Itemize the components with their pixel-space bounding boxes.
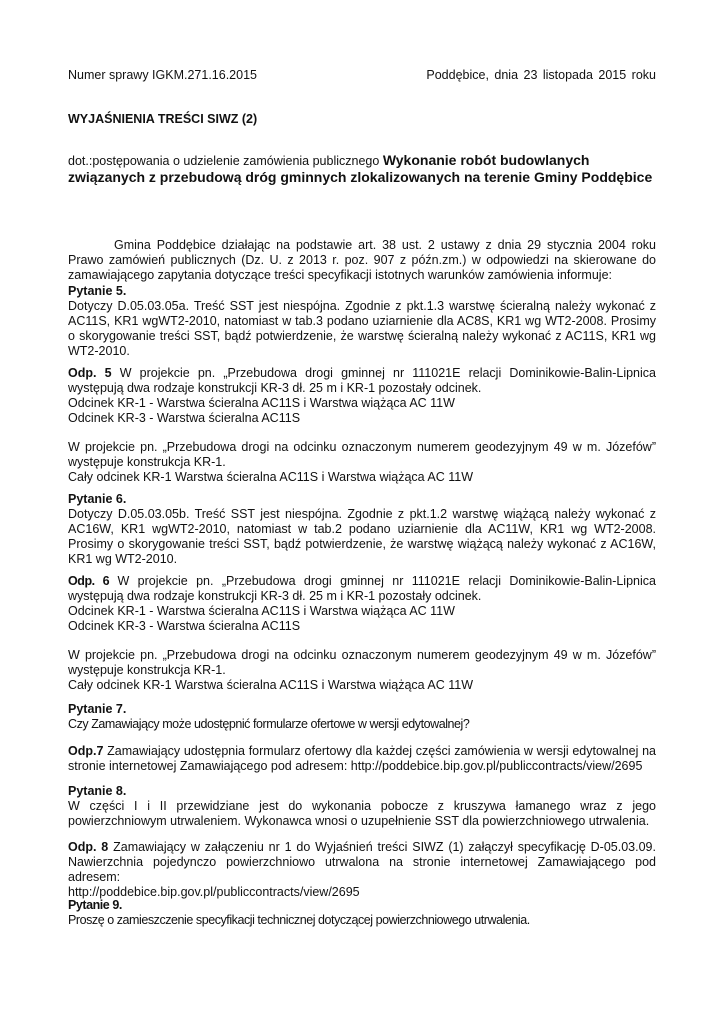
answer-6 bbox=[68, 574, 656, 693]
answer-6-line3: Cały odcinek KR-1 Warstwa ścieralna AC11S i Warstwa wiążąca AC 11W bbox=[68, 678, 473, 692]
subject-line bbox=[68, 152, 656, 186]
answer-6-para2: W projekcie pn. „Przebudowa drogi na odcinku oznaczonym numerem geodezyjnym 49 w m. Józefów” występuje konstrukcja KR-1. bbox=[68, 648, 656, 677]
question-6-text: Dotyczy D.05.03.05b. Treść SST jest niespójna. Zgodnie z pkt.1.2 warstwę wiążącą należy wykonać z AC16W, KR1 wgWT2-2010, natomiast w tab.2 podano uziarnienie dla AC11W, KR1 wg WT2-2008. Prosimy o skorygowanie treści SST, bądź potwierdzenie, że warstwę wiążącą należy wykonać z AC16W, KR1 wg WT2-2010. bbox=[68, 507, 656, 566]
question-7-label: Pytanie 7. bbox=[68, 702, 127, 716]
answer-6-text: W projekcie pn. „Przebudowa drogi gminnej nr 111021E relacji Dominikowie-Balin-Lipnica występują dwa rodzaje konstrukcji KR-3 dł. 25 m i KR-1 pozostały odcinek. bbox=[68, 574, 656, 603]
question-7 bbox=[68, 702, 656, 732]
question-8-text: W części I i II przewidziane jest do wykonania pobocze z kruszywa łamanego wraz z jego powierzchniowym utrwaleniem. Wykonawca wnosi o uzupełnienie SST dla powierzchniowego utrwalenia. bbox=[68, 799, 656, 828]
answer-5-line3: Cały odcinek KR-1 Warstwa ścieralna AC11S i Warstwa wiążąca AC 11W bbox=[68, 470, 473, 484]
question-9 bbox=[68, 898, 656, 928]
answer-6-line2: Odcinek KR-3 - Warstwa ścieralna AC11S bbox=[68, 619, 301, 633]
question-8 bbox=[68, 784, 656, 829]
answer-8-label: Odp. 8 bbox=[68, 840, 109, 854]
answer-7-label: Odp.7 bbox=[68, 744, 104, 758]
answer-5-line1: Odcinek KR-1 - Warstwa ścieralna AC11S i Warstwa wiążąca AC 11W bbox=[68, 396, 455, 410]
question-7-text: Czy Zamawiający może udostępnić formularze ofertowe w wersji edytowalnej? bbox=[68, 717, 470, 731]
question-6 bbox=[68, 492, 656, 567]
intro-paragraph: Gmina Poddębice działając na podstawie art. 38 ust. 2 ustawy z dnia 29 stycznia 2004 roku Prawo zamówień publicznych (Dz. U. z 2013 r. poz. 907 z późn.zm.) w odpowiedzi na skierowane do zamawiającego zapytania dotyczące treści specyfikacji istotnych warunków zamówienia informuje: bbox=[68, 238, 656, 282]
question-5-text: Dotyczy D.05.03.05a. Treść SST jest niespójna. Zgodnie z pkt.1.3 warstwę ścieralną należy wykonać z AC11S, KR1 wgWT2-2010, natomiast w tab.3 podano uziarnienie dla AC8S, KR1 wg WT2-2008. Prosimy o skorygowanie treści SST, bądź potwierdzenie, że warstwę ścieralną należy wykonać z AC11S, KR1 wg WT2-2010. bbox=[68, 299, 656, 358]
question-6-label: Pytanie 6. bbox=[68, 492, 127, 506]
question-9-label: Pytanie 9. bbox=[68, 898, 122, 912]
answer-5-text: W projekcie pn. „Przebudowa drogi gminnej nr 111021E relacji Dominikowie-Balin-Lipnica występują dwa rodzaje konstrukcji KR-3 dł. 25 m i KR-1 pozostały odcinek. bbox=[68, 366, 656, 395]
answer-7-text: Zamawiający udostępnia formularz ofertowy dla każdej części zamówienia w wersji edytowalnej na stronie internetowej Zamawiającego pod adresem: http://poddebice.bip.gov.pl/publiccontracts/view/2695 bbox=[68, 744, 656, 773]
subject-bold: Wykonanie robót budowlanych związanych z przebudową dróg gminnych zlokalizowanych na terenie Gminy Poddębice bbox=[68, 152, 653, 185]
answer-8 bbox=[68, 840, 656, 900]
answer-6-label: Odp. 6 bbox=[68, 574, 110, 588]
answer-8-url: http://poddebice.bip.gov.pl/publiccontracts/view/2695 bbox=[68, 885, 360, 899]
subject-prefix: dot.:postępowania o udzielenie zamówienia publicznego bbox=[68, 154, 380, 168]
document-title: WYJAŚNIENIA TREŚCI SIWZ (2) bbox=[68, 112, 258, 126]
answer-5-line2: Odcinek KR-3 - Warstwa ścieralna AC11S bbox=[68, 411, 301, 425]
answer-7 bbox=[68, 744, 656, 774]
question-5 bbox=[68, 284, 656, 359]
answer-5-label: Odp. 5 bbox=[68, 366, 112, 380]
answer-5-para2: W projekcie pn. „Przebudowa drogi na odcinku oznaczonym numerem geodezyjnym 49 w m. Józefów” występuje konstrukcja KR-1. bbox=[68, 440, 656, 469]
place-date: Poddębice, dnia 23 listopada 2015 roku bbox=[426, 68, 656, 82]
answer-5 bbox=[68, 366, 656, 485]
question-5-label: Pytanie 5. bbox=[68, 284, 127, 298]
answer-8-text: Zamawiający w załączeniu nr 1 do Wyjaśnień treści SIWZ (1) załączył specyfikację D-05.03.09. Nawierzchnia pojedynczo powierzchniowo utrwalona na stronie internetowej Zamawiającego pod adresem: bbox=[68, 840, 656, 884]
question-8-label: Pytanie 8. bbox=[68, 784, 127, 798]
question-9-text: Proszę o zamieszczenie specyfikacji technicznej dotyczącej powierzchniowego utrwalenia. bbox=[68, 913, 530, 927]
case-number: Numer sprawy IGKM.271.16.2015 bbox=[68, 68, 257, 82]
answer-6-line1: Odcinek KR-1 - Warstwa ścieralna AC11S i Warstwa wiążąca AC 11W bbox=[68, 604, 455, 618]
